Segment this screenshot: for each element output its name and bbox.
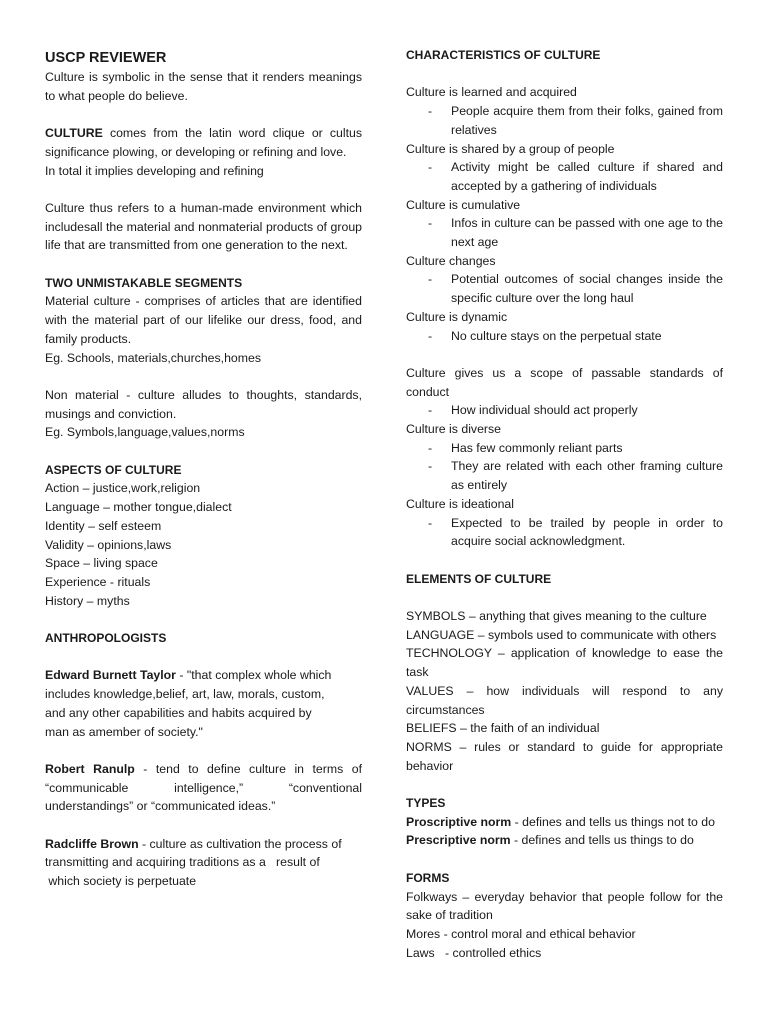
culture-refers-paragraph: Culture thus refers to a human-made environment which includesall the material and nonmaterial products of group life that are transmitted from one generation to the next. <box>45 200 362 253</box>
form-item: Folkways – everyday behavior that people follow for the sake of tradition <box>406 889 723 923</box>
element-item: VALUES – how individuals will respond to any circumstances <box>406 683 723 717</box>
aspect-item: History – myths <box>45 593 130 608</box>
brown-entry: Radcliffe Brown - culture as cultivation the process of <box>45 836 342 851</box>
ranulp-name: Robert Ranulp <box>45 761 135 776</box>
taylor-line: man as amember of society." <box>45 724 203 739</box>
characteristic-item: - Activity might be called culture if shared and accepted by a gathering of individuals <box>428 160 723 193</box>
proscriptive-norm: Proscriptive norm - defines and tells us things not to do <box>406 814 715 829</box>
left-column <box>45 48 362 891</box>
anthropologists-heading: ANTHROPOLOGISTS <box>45 631 167 645</box>
aspect-item: Action – justice,work,religion <box>45 481 201 496</box>
nonmaterial-culture: Non material - culture alludes to thoughts, standards, musings and conviction. <box>45 387 362 421</box>
characteristic-item: - No culture stays on the perpetual state <box>428 328 662 343</box>
diverse-item: - Has few commonly reliant parts <box>428 440 623 455</box>
ideational-title: Culture is ideational <box>406 496 515 511</box>
taylor-line: includes knowledge,belief, art, law, morals, custom, <box>45 687 325 702</box>
material-culture: Material culture - comprises of articles that are identified with the material part of our lifelike our dress, food, and family products. <box>45 294 362 346</box>
characteristic-title: Culture changes <box>406 253 496 268</box>
culture-definition: CULTURE comes from the latin word clique or cultus significance plowing, or developing or refining and love. <box>45 126 362 159</box>
aspect-item: Experience - rituals <box>45 574 151 589</box>
right-column <box>406 46 723 962</box>
brown-line: which society is perpetuate <box>45 874 197 889</box>
scope-title: Culture gives us a scope of passable standards of conduct <box>406 365 723 399</box>
nonmaterial-example: Eg. Symbols,language,values,norms <box>45 425 245 440</box>
element-item: NORMS – rules or standard to guide for appropriate behavior <box>406 739 723 773</box>
element-item: BELIEFS – the faith of an individual <box>406 721 600 736</box>
aspect-item: Identity – self esteem <box>45 518 162 533</box>
page-title: USCP REVIEWER <box>45 50 167 66</box>
diverse-item: - They are related with each other framing culture as entirely <box>428 459 723 493</box>
prescriptive-norm: Prescriptive norm - defines and tells us things to do <box>406 833 694 848</box>
intro-paragraph: Culture is symbolic in the sense that it renders meanings to what people do believe. <box>45 70 362 103</box>
characteristic-title: Culture is dynamic <box>406 309 508 324</box>
taylor-line: and any other capabilities and habits acquired by <box>45 705 312 720</box>
aspects-heading: ASPECTS OF CULTURE <box>45 462 182 477</box>
taylor-entry: Edward Burnett Taylor - "that complex whole which <box>45 668 332 683</box>
ideational-item: - Expected to be trailed by people in order to acquire social acknowledgment. <box>428 515 723 549</box>
characteristic-title: Culture is shared by a group of people <box>406 141 615 156</box>
characteristics-heading: CHARACTERISTICS OF CULTURE <box>406 48 601 62</box>
elements-heading: ELEMENTS OF CULTURE <box>406 571 552 586</box>
ranulp-entry: Robert Ranulp - tend to define culture in terms of “communicable intelligence,” “conventional understandings” or “communicated ideas.” <box>45 761 362 814</box>
aspect-item: Language – mother tongue,dialect <box>45 500 232 515</box>
element-item: LANGUAGE – symbols used to communicate with others <box>406 627 717 642</box>
brown-name: Radcliffe Brown <box>45 836 139 851</box>
types-heading: TYPES <box>406 796 446 811</box>
aspect-item: Validity – opinions,laws <box>45 537 172 552</box>
characteristic-title: Culture is cumulative <box>406 197 521 212</box>
element-item: SYMBOLS – anything that gives meaning to the culture <box>406 609 707 624</box>
characteristic-title: Culture is learned and acquired <box>406 85 577 100</box>
segments-heading: TWO UNMISTAKABLE SEGMENTS <box>45 275 243 290</box>
element-item: TECHNOLOGY – application of knowledge to ease the task <box>406 646 723 680</box>
characteristic-item: - Potential outcomes of social changes inside the specific culture over the long haul <box>428 272 723 306</box>
diverse-title: Culture is diverse <box>406 422 501 437</box>
aspect-item: Space – living space <box>45 556 158 571</box>
brown-line: transmitting and acquiring traditions as a result of <box>45 855 320 870</box>
form-item: Mores - control moral and ethical behavior <box>406 926 636 941</box>
culture-term: CULTURE <box>45 126 103 141</box>
taylor-name: Edward Burnett Taylor <box>45 668 176 683</box>
scope-item: - How individual should act properly <box>428 403 638 418</box>
forms-heading: FORMS <box>406 870 450 885</box>
material-example: Eg. Schools, materials,churches,homes <box>45 350 261 365</box>
characteristic-item: - People acquire them from their folks, gained from relatives <box>428 104 723 137</box>
culture-definition-summary: In total it implies developing and refining <box>45 163 264 178</box>
form-item: Laws - controlled ethics <box>406 945 542 960</box>
characteristic-item: - Infos in culture can be passed with one age to the next age <box>428 216 723 250</box>
